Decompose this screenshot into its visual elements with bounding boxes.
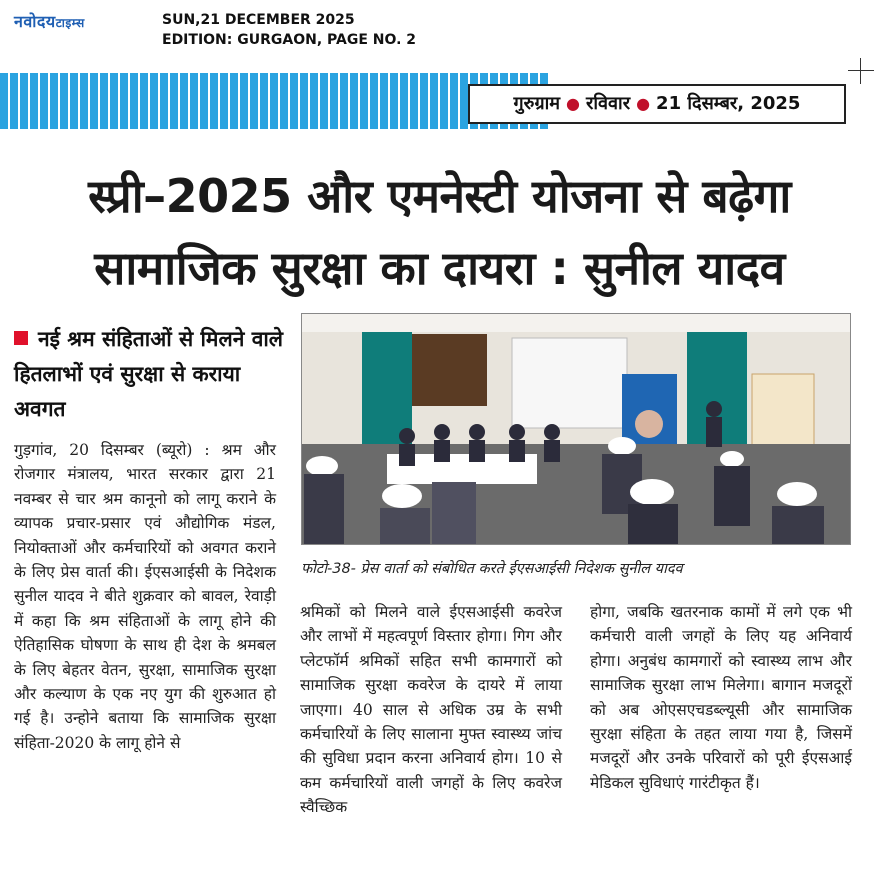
- red-square-bullet-icon: [14, 331, 28, 345]
- clipping-header: [0, 0, 879, 56]
- datebox-date: 21 दिसम्बर, 2025: [656, 93, 801, 114]
- edition-line: EDITION: GURGAON, PAGE NO. 2: [162, 32, 417, 48]
- newspaper-logo: [14, 10, 85, 32]
- article-column-2: श्रमिकों को मिलने वाले ईएसआईसी कवरेज और लाभों में महत्वपूर्ण विस्तार होगा। गिग और प्लेटफॉर्म श्रमिकों सहित सभी कामगारों को सामाजिक सुरक्षा कवरेज के दायरे में लाया जाएगा। 40 साल से अधिक उम्र के सभी कर्मचारियों के लिए सालाना मुफ्त स्वास्थ्य जांच की सुविधा प्रदान करना अनिवार्य होग। 10 से कम कर्मचारियों वाली जगहों के लिए कवरेज स्वैच्छिक: [300, 603, 562, 817]
- datebox-day: रविवार: [586, 93, 631, 114]
- logo-sub: टाइम्स: [55, 16, 85, 30]
- press-conference-photo: [301, 313, 851, 545]
- page-date-box: [468, 84, 846, 124]
- article-column-3: होगा, जबकि खतरनाक कामों में लगे एक भी कर्मचारी वाली जगहों के लिए यह अनिवार्य होगा। अनुबंध कामगारों को स्वास्थ्य लाभ और सामाजिक सुरक्षा लाभ मिलेगा। बागान मजदूरों को अब ओएसएचडब्ल्यूसी और सामाजिक सुरक्षा संहिता के तहत लाया गया है, जिसमें मजदूरों और उनके परिवारों को पूरी ईएसआई मेडिकल सुविधाएं गारंटीकृत हैं।: [590, 603, 852, 792]
- bullet-dot-icon: ●: [636, 94, 651, 113]
- headline-line-1: स्प्री–2025 और एमनेस्टी योजना से बढ़ेगा: [88, 169, 791, 223]
- datebox-city: गुरुग्राम: [513, 93, 561, 114]
- article-headline: [0, 160, 879, 304]
- date-line: SUN,21 DECEMBER 2025: [162, 12, 355, 28]
- subhead-text: नई श्रम संहिताओं से मिलने वाले हितलाभों एवं सुरक्षा से कराया अवगत: [14, 327, 284, 421]
- photo-caption: फोटो-38- प्रेस वार्ता को संबोधित करते ईएसआईसी निदेशक सुनील यादव: [301, 561, 683, 577]
- article-column-1: गुड़गांव, 20 दिसम्बर (ब्यूरो) : श्रम और रोजगार मंत्रालय, भारत सरकार द्वारा 21 नवम्बर से चार श्रम कानूनो को लागू कराने के व्यापक प्रचार-प्रसार एवं औद्योगिक मंडल, नियोक्ताओं और कर्मचारियों को अवगत कराने के लिए प्रेस वार्ता की। ईएसआईसी के निदेशक सुनील यादव ने बीते शुक्रवार को बावल, रेवाड़ी में कहा कि श्रम संहिताओं के लागू होने की ऐतिहासिक घोषणा के साथ ही देश के श्रमबल के लिए बेहतर वेतन, सुरक्षा, सामाजिक सुरक्षा और कल्याण के एक नए युग की शुरुआत हो गई है। उन्होने बताया कि सामाजिक सुरक्षा संहिता-2020 के लागू होने से: [14, 441, 276, 752]
- edition-meta: [162, 10, 416, 50]
- photo-illustration: [302, 314, 851, 545]
- crop-mark-icon: [848, 58, 874, 84]
- logo-main: नवोदय: [14, 12, 56, 31]
- headline-line-2: सामाजिक सुरक्षा का दायरा : सुनील यादव: [94, 241, 785, 295]
- bullet-dot-icon: ●: [566, 94, 580, 113]
- decorative-stripes: [0, 73, 548, 129]
- article-subhead: [14, 322, 294, 427]
